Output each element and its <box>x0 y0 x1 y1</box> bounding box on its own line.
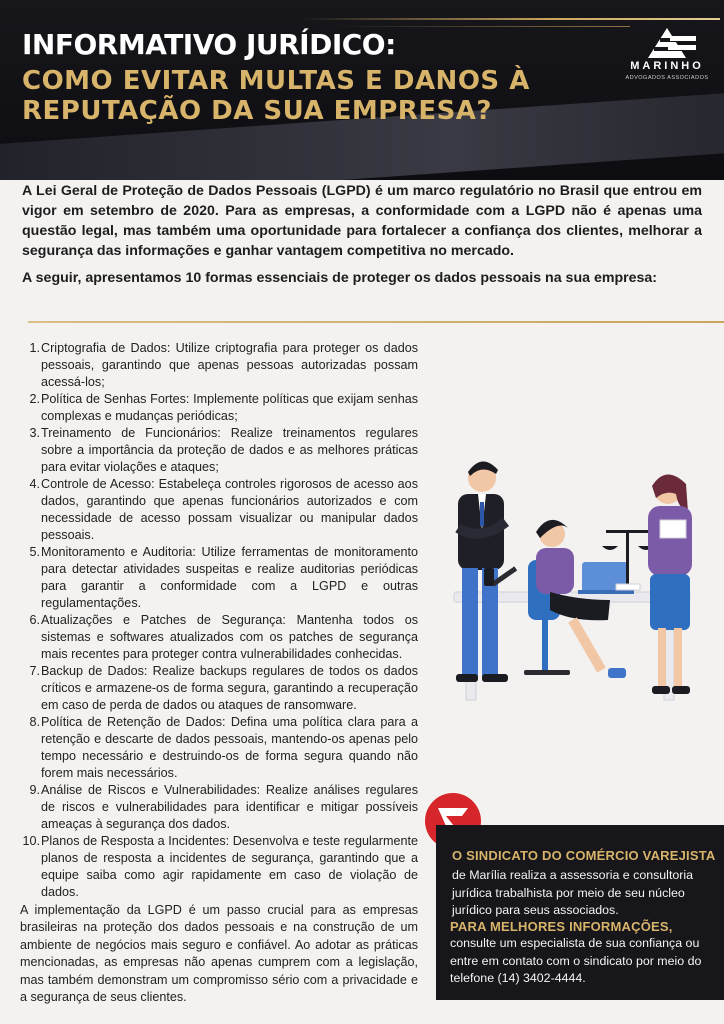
gold-divider <box>28 321 724 323</box>
list-item <box>20 714 418 782</box>
list-item-number: 9. <box>29 783 40 797</box>
info-heading: O SINDICATO DO COMÉRCIO VAREJISTA <box>452 848 716 863</box>
header-kicker: INFORMATIVO JURÍDICO: <box>22 28 396 61</box>
list-item <box>20 476 418 544</box>
list-item-text: Criptografia de Dados: Utilize criptografia para proteger os dados pessoais, garantindo que apenas pessoas autorizadas possam acessá-los; <box>41 341 418 389</box>
list-item-text: Política de Retenção de Dados: Defina uma política clara para a retenção e descarte de dados pessoais, mantendo-os apenas pelo tempo necessário e destruindo-os de forma segura quando não forem mais necessários. <box>41 715 418 780</box>
list-item-text: Atualizações e Patches de Segurança: Mantenha todos os sistemas e softwares atualizados com os patches de segurança mais recentes para proteger contra vulnerabilidades conhecidas. <box>41 613 418 661</box>
list-item-text: Planos de Resposta a Incidentes: Desenvolva e teste regularmente planos de resposta a incidentes de segurança, garantindo que a equipe saiba como agir rapidamente em caso de violação de dados. <box>41 834 418 899</box>
info-contact-text: consulte um especialista de sua confiança ou entre em contato com o sindicato por meio do telefone (14) 3402-4444. <box>450 936 702 985</box>
header-banner <box>0 0 724 180</box>
lead-sentence: A seguir, apresentamos 10 formas essenciais de proteger os dados pessoais na sua empresa: <box>22 270 658 286</box>
list-item-number: 7. <box>29 664 40 678</box>
contact-info-box <box>436 825 724 1000</box>
list-item <box>20 612 418 663</box>
intro-paragraph: A Lei Geral de Proteção de Dados Pessoais (LGPD) é um marco regulatório no Brasil que entrou em vigor em setembro de 2020. Para as empresas, a conformidade com a LGPD não é apenas uma questão legal, mas também uma oportunidade para fortalecer a confiança dos clientes, melhorar a segurança das informações e ganhar vantagem competitiva no mercado. <box>22 183 702 259</box>
marinho-logo <box>624 26 710 86</box>
list-item <box>20 663 418 714</box>
list-item-number: 5. <box>29 545 40 559</box>
header-gold-line <box>300 18 720 20</box>
page-title: COMO EVITAR MULTAS E DANOS À REPUTAÇÃO DA SUA EMPRESA? <box>22 66 530 126</box>
header-gold-line-2 <box>330 26 630 27</box>
list-item <box>20 782 418 833</box>
logo-name: MARINHO <box>630 60 704 72</box>
list-item-text: Análise de Riscos e Vulnerabilidades: Realize análises regulares de riscos e vulnerabilidades para identificar e mitigar possíveis ameaças à segurança dos dados. <box>41 783 418 831</box>
list-item-number: 2. <box>29 392 40 406</box>
security-steps-list <box>20 340 418 901</box>
list-item <box>20 833 418 901</box>
info-body: de Marília realiza a assessoria e consultoria jurídica trabalhista por meio de seu núcleo jurídico para seus associados. <box>452 868 694 917</box>
list-item-number: 4. <box>29 477 40 491</box>
list-item-number: 1. <box>29 341 40 355</box>
list-item <box>20 425 418 476</box>
list-item-text: Política de Senhas Fortes: Implemente políticas que exijam senhas complexas e mudanças periódicas; <box>41 392 418 423</box>
list-item-number: 10. <box>22 834 40 848</box>
list-item <box>20 391 418 425</box>
list-item-text: Treinamento de Funcionários: Realize treinamentos regulares sobre a importância da proteção de dados e as melhores práticas para evitar violações e ataques; <box>41 426 418 474</box>
logo-subtitle: ADVOGADOS ASSOCIADOS <box>625 75 709 81</box>
legal-team-illustration <box>432 450 712 710</box>
info-heading-contact: PARA MELHORES INFORMAÇÕES, <box>450 919 673 934</box>
list-item <box>20 340 418 391</box>
list-item-number: 3. <box>29 426 40 440</box>
list-item-text: Backup de Dados: Realize backups regulares de todos os dados críticos e armazene-os de forma segura, garantindo a recuperação em caso de perda de dados ou ataques de ransomware. <box>41 664 418 712</box>
list-item-number: 6. <box>29 613 40 627</box>
logo-mark-icon <box>624 26 710 60</box>
list-item-number: 8. <box>29 715 40 729</box>
list-item <box>20 544 418 612</box>
closing-paragraph: A implementação da LGPD é um passo crucial para as empresas brasileiras na proteção dos dados pessoais e na construção de um ambiente de negócios mais seguro e confiável. Ao adotar as práticas mencionadas, as empresas não apenas cumprem com a legislação, mas também demonstram um compromisso sério com a privacidade e a segurança de seus clientes. <box>20 903 418 1005</box>
list-item-text: Controle de Acesso: Estabeleça controles rigorosos de acesso aos dados, garantindo que apenas funcionários autorizados e com necessidade de acesso possam visualizar ou manipular dados pessoais. <box>41 477 418 542</box>
list-item-text: Monitoramento e Auditoria: Utilize ferramentas de monitoramento para detectar atividades suspeitas e realize auditorias periódicas para garantir a conformidade com a LGPD e outras regulamentações. <box>41 545 418 610</box>
